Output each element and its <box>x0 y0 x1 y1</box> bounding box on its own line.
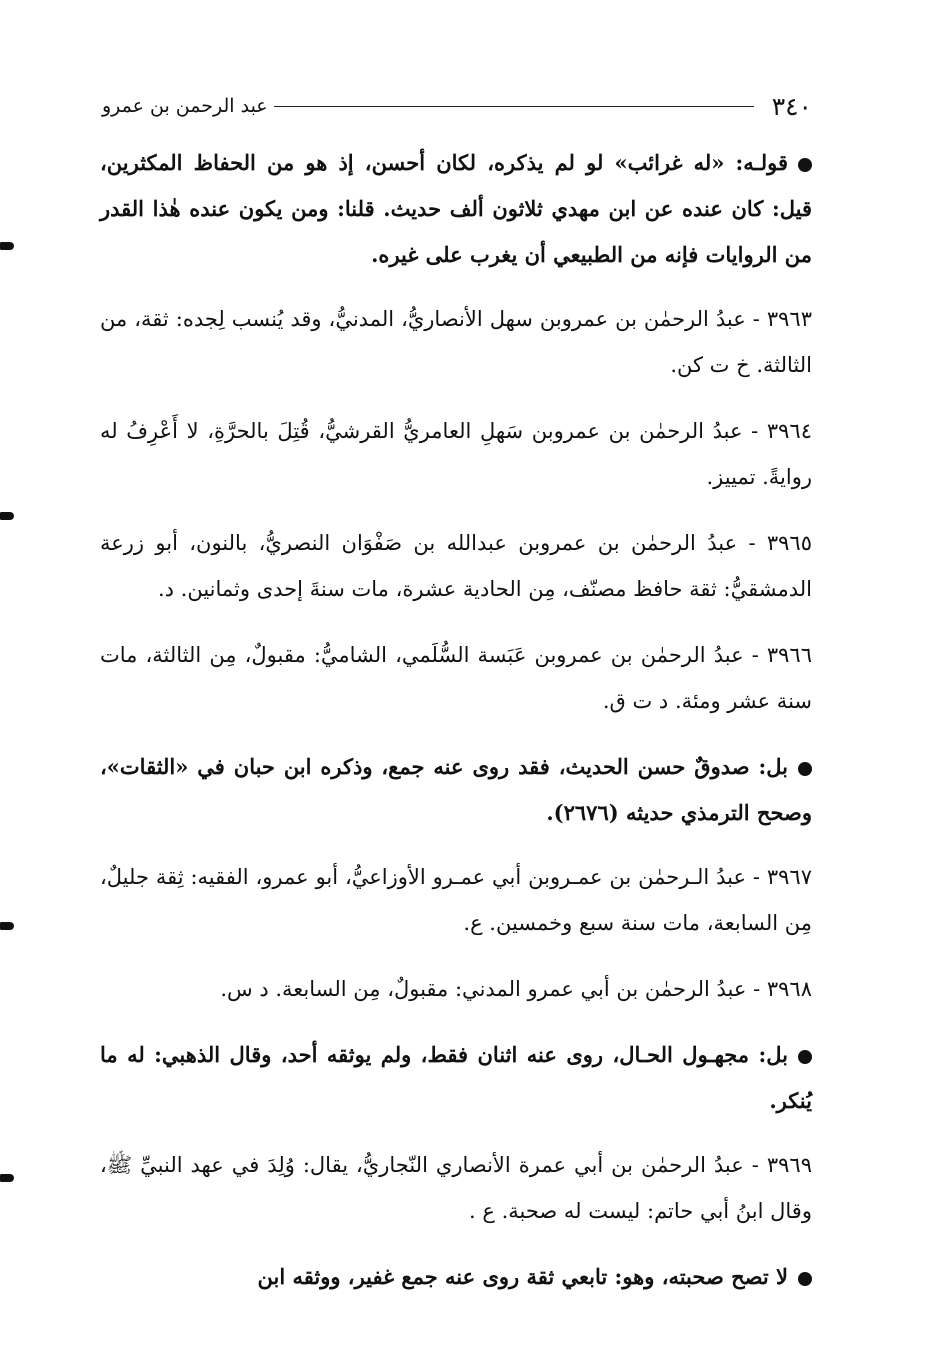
commentary-note <box>100 744 812 836</box>
biography-entry: ٣٩٦٣ - عبدُ الرحمٰن بن عمروبن سهل الأنصاريُّ، المدنيُّ، وقد يُنسب لِجده: ثقة، من الثالثة. خ ت كن. <box>100 307 812 377</box>
bullet-icon <box>798 158 812 172</box>
margin-binding-mark <box>0 1174 14 1182</box>
page-number: ٣٤٠ <box>771 91 812 121</box>
margin-binding-mark <box>0 922 14 930</box>
commentary-note <box>100 140 812 278</box>
bullet-icon <box>798 762 812 776</box>
running-title: عبد الرحمن بن عمرو <box>102 95 268 117</box>
entry-number: ٣٩٦٦ <box>766 643 812 667</box>
bullet-icon <box>798 1272 812 1286</box>
commentary-note <box>100 1032 812 1124</box>
note-text: لا تصح صحبته، وهو: تابعي ثقة روى عنه جمع غفير، ووثقه ابن <box>257 1264 788 1289</box>
header-rule <box>274 106 754 107</box>
entry-text: عبدُ الرحمٰن بن عمروبن سهل الأنصاريُّ، المدنيُّ، وقد يُنسب لِجده: ثقة، من الثالثة. خ ت كن. <box>100 307 812 377</box>
entry-number: ٣٩٦٣ <box>766 307 812 331</box>
margin-binding-mark <box>0 242 14 250</box>
entry-text: عبدُ الرحمٰن بن أبي عمرو المدني: مقبولٌ، مِن السابعة. د س. <box>220 977 747 1001</box>
margin-binding-mark <box>0 512 14 520</box>
entry-text: عبدُ الرحمٰن بن عمروبن سَهلِ العامريُّ القرشيُّ، قُتِلَ بالحرَّةِ، لا أَعْرِفُ له روايةً. تمييز. <box>100 419 812 489</box>
bullet-icon <box>798 1050 812 1064</box>
entry-text: عبدُ الرحمٰن بن أبي عمرة الأنصاري النّجاريُّ، يقال: وُلِدَ في عهد النبيِّ ﷺ، وقال ابنُ أبي حاتم: ليست له صحبة. ع . <box>100 1153 812 1223</box>
note-text: بل: صدوقٌ حسن الحديث، فقد روى عنه جمع، وذكره ابن حبان في «الثقات»، وصحح الترمذي حديثه (٢٦٧٦). <box>100 754 812 825</box>
entry-text: عبدُ الرحمٰن بن عمروبن عبدالله بن صَفْوَان النصريُّ، بالنون، أبو زرعة الدمشقيُّ: ثقة حافظ مصنّف، مِن الحادية عشرة، مات سنةَ إحدى وثمانين. د. <box>100 531 812 601</box>
entry-number: ٣٩٦٤ <box>766 419 812 443</box>
commentary-note <box>100 1254 812 1300</box>
entry-number: ٣٩٦٩ <box>766 1153 812 1177</box>
biography-entry: ٣٩٦٦ - عبدُ الرحمٰن بن عمروبن عَبَسة السُّلَمي، الشاميُّ: مقبولٌ، مِن الثالثة، مات سنة عشر ومئة. د ت ق. <box>100 643 812 713</box>
entry-number: ٣٩٦٧ <box>766 865 812 889</box>
note-text: قولـه: «له غرائب» لو لم يذكره، لكان أحسن، إذ هو من الحفاظ المكثرين، قيل: كان عنده عن ابن مهدي ثلاثون ألف حديث. قلنا: ومن يكون عنده هٰذا القدر من الروايات فإنه من الطبيعي أن يغرب على غيره. <box>100 150 812 267</box>
biography-entry: ٣٩٦٥ - عبدُ الرحمٰن بن عمروبن عبدالله بن صَفْوَان النصريُّ، بالنون، أبو زرعة الدمشقيُّ: ثقة حافظ مصنّف، مِن الحادية عشرة، مات سنةَ إحدى وثمانين. د. <box>100 531 812 601</box>
entry-number: ٣٩٦٥ <box>766 531 812 555</box>
biography-entry: ٣٩٦٩ - عبدُ الرحمٰن بن أبي عمرة الأنصاري النّجاريُّ، يقال: وُلِدَ في عهد النبيِّ ﷺ، وقال ابنُ أبي حاتم: ليست له صحبة. ع . <box>100 1153 812 1223</box>
entry-number: ٣٩٦٨ <box>766 977 812 1001</box>
entry-text: عبدُ الرحمٰن بن عمروبن عَبَسة السُّلَمي، الشاميُّ: مقبولٌ، مِن الثالثة، مات سنة عشر ومئة. د ت ق. <box>100 643 812 713</box>
biography-entry: ٣٩٦٤ - عبدُ الرحمٰن بن عمروبن سَهلِ العامريُّ القرشيُّ، قُتِلَ بالحرَّةِ، لا أَعْرِفُ له روايةً. تمييز. <box>100 419 812 489</box>
biography-entry: ٣٩٦٧ - عبدُ الـرحمٰن بن عمـروبن أبي عمـرو الأوزاعيُّ، أبو عمرو، الفقيه: ثِقة جليلٌ، مِن السابعة، مات سنة سبع وخمسين. ع. <box>100 865 812 935</box>
entry-text: عبدُ الـرحمٰن بن عمـروبن أبي عمـرو الأوزاعيُّ، أبو عمرو، الفقيه: ثِقة جليلٌ، مِن السابعة، مات سنة سبع وخمسين. ع. <box>100 865 812 935</box>
biography-entry: ٣٩٦٨ - عبدُ الرحمٰن بن أبي عمرو المدني: مقبولٌ، مِن السابعة. د س. <box>220 977 812 1001</box>
page-body <box>100 140 812 1318</box>
page-header <box>102 86 812 126</box>
note-text: بل: مجهـول الحـال، روى عنه اثنان فقط، ولم يوثقه أحد، وقال الذهبي: له ما يُنكر. <box>100 1042 812 1113</box>
